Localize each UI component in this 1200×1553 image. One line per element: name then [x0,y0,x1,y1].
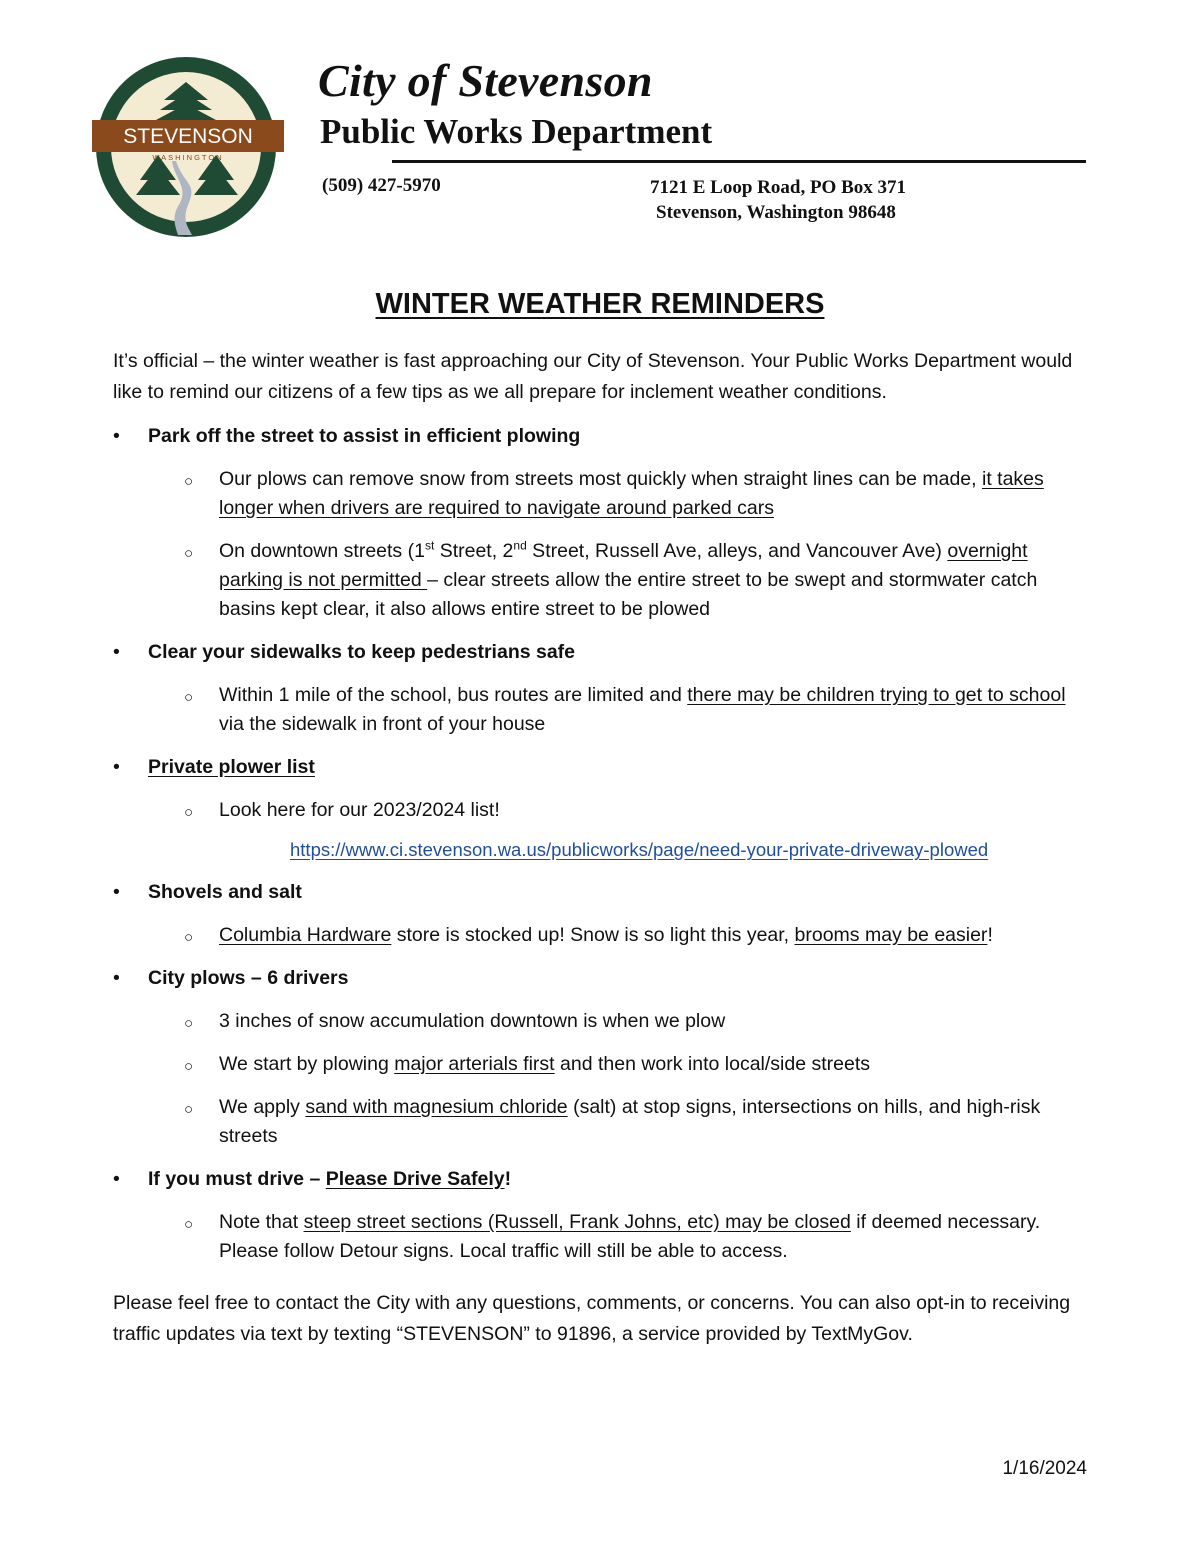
circle-bullet-icon: ○ [184,1015,194,1032]
superscript: st [424,538,435,553]
bullet-plower [113,752,1088,782]
bullet-dot-icon: • [113,641,120,663]
bullet-parking [113,421,1088,451]
circle-bullet-icon: ○ [184,689,194,706]
text: and then work into local/side streets [554,1053,871,1075]
text: Within 1 mile of the school, bus routes are limited and [219,684,688,706]
bullet-drive [113,1164,1088,1194]
circle-bullet-icon: ○ [184,1101,194,1118]
sub-item-hardware [113,921,1088,950]
text: ! [504,1168,512,1190]
underlined-text: steep street sections (Russell, Frank Johns, etc) may be closed [303,1211,851,1233]
sub-item-sand [113,1093,1088,1151]
underlined-text: sand with magnesium chloride [305,1096,568,1118]
sub-item-downtown-parking [113,537,1088,624]
text: We start by plowing [219,1053,395,1075]
bullet-dot-icon: • [113,425,120,447]
text: (salt) at stop signs, intersections on hills, and high-risk streets [219,1096,1041,1147]
bullet-dot-icon: • [113,881,120,903]
document-body [113,346,1088,1370]
circle-bullet-icon: ○ [184,804,194,821]
department-title: Public Works Department [320,112,713,151]
text: store is stocked up! Snow is so light this year, [391,924,795,946]
underlined-text: there may be children trying to get to school [687,684,1066,706]
drive-heading-underlined: Please Drive Safely [325,1168,505,1190]
sub-item-steep-streets [113,1208,1088,1266]
logo-subtext: WASHINGTON [152,153,224,162]
circle-bullet-icon: ○ [184,473,194,490]
text: via the sidewalk in front of your house [219,713,546,735]
circle-bullet-icon: ○ [184,929,194,946]
plower-heading: Private plower list [148,756,315,778]
text: Note that [219,1211,304,1233]
document-date: 1/16/2024 [1002,1458,1087,1479]
text: Look here for our 2023/2024 list! [219,799,500,821]
sub-item-accumulation [113,1007,1088,1036]
underlined-text: overnight parking is not permitted [219,540,1028,591]
circle-bullet-icon: ○ [184,1216,194,1233]
text: ! [987,924,993,946]
text: Our plows can remove snow from streets most quickly when straight lines can be made, [219,468,982,490]
drive-heading: If you must drive – [148,1168,326,1190]
parking-heading: Park off the street to assist in efficient plowing [148,425,581,447]
bullet-dot-icon: • [113,756,120,778]
address-line-2: Stevenson, Washington 98648 [656,202,896,223]
text: Street, Russell Ave, alleys, and Vancouver Ave) [526,540,948,562]
text: if deemed necessary. Please follow Detour signs. Local traffic will still be able to access. [219,1211,1041,1262]
address-block [650,175,950,225]
sub-item-school [113,681,1088,739]
bullet-city-plows [113,963,1088,993]
bullet-shovels [113,877,1088,907]
plows-heading: City plows – 6 drivers [148,967,349,989]
sub-item-plow-lines [113,465,1088,523]
text: 3 inches of snow accumulation downtown is when we plow [219,1010,726,1032]
intro-paragraph: It’s official – the winter weather is fast approaching our City of Stevenson. Your Public Works Department would like to remind our citizens of a few tips as we all prepare for inclement weather conditions. [113,350,1073,403]
shovels-heading: Shovels and salt [148,881,302,903]
address-line-1: 7121 E Loop Road, PO Box 371 [650,177,907,198]
text: – clear streets allow the entire street to be swept and stormwater catch basins kept clear, it also allows entire street to be plowed [219,569,1038,620]
underlined-text: major arterials first [394,1053,555,1075]
text: Street, 2 [434,540,514,562]
document-title: WINTER WEATHER REMINDERS [375,288,825,320]
underlined-text: Columbia Hardware [219,924,392,946]
bullet-dot-icon: • [113,1168,120,1190]
sub-item-plower-list [113,796,1088,825]
circle-bullet-icon: ○ [184,545,194,562]
city-title: City of Stevenson [318,55,653,106]
plower-list-link[interactable]: https://www.ci.stevenson.wa.us/publicworks/page/need-your-private-driveway-plowed [290,839,989,860]
text: On downtown streets (1 [219,540,425,562]
circle-bullet-icon: ○ [184,1058,194,1075]
superscript: nd [513,538,527,553]
bullet-sidewalks [113,637,1088,667]
closing-paragraph: Please feel free to contact the City with any questions, comments, or concerns. You can also opt-in to receiving traffic updates via text by texting “STEVENSON” to 91896, a service provided by TextMyGov. [113,1292,1071,1345]
underlined-text: brooms may be easier [794,924,988,946]
header-divider [392,160,1086,163]
sub-item-arterials [113,1050,1088,1079]
text: We apply [219,1096,306,1118]
bullet-dot-icon: • [113,967,120,989]
logo-text: STEVENSON [123,125,253,148]
phone-number: (509) 427-5970 [322,175,441,196]
underlined-text: it takes longer when drivers are required to navigate around parked cars [219,468,1044,519]
sidewalks-heading: Clear your sidewalks to keep pedestrians safe [148,641,576,663]
city-seal-logo [88,55,288,245]
